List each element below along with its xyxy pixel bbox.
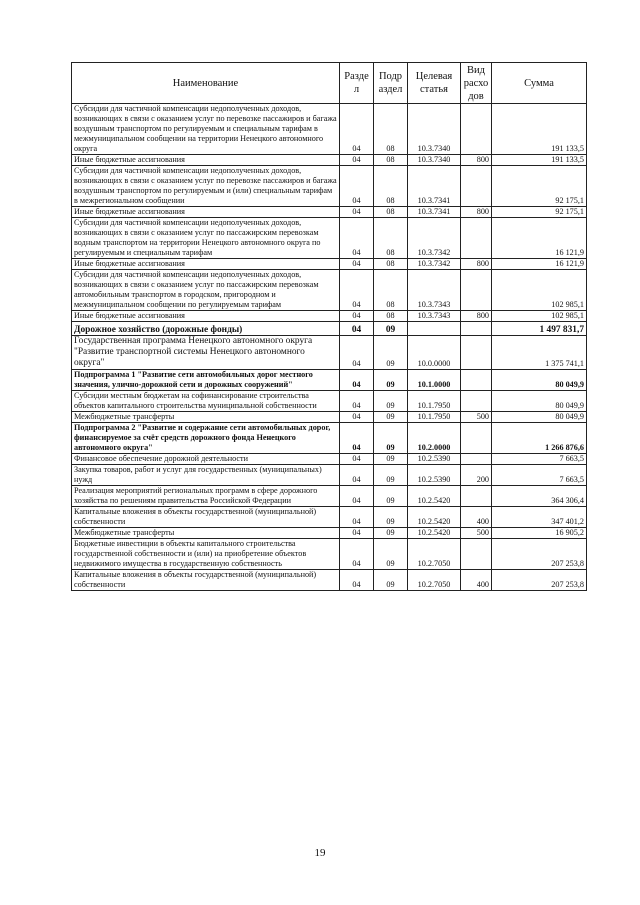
cell-razdel: 04 — [340, 218, 374, 259]
cell-sum: 16 905,2 — [492, 528, 587, 539]
budget-table — [71, 62, 587, 591]
table-row — [72, 207, 587, 218]
cell-podrazdel: 09 — [374, 370, 408, 391]
cell-podrazdel: 08 — [374, 207, 408, 218]
cell-expense: 500 — [461, 528, 492, 539]
cell-expense — [461, 166, 492, 207]
cell-name: Иные бюджетные ассигнования — [72, 155, 340, 166]
table-row — [72, 507, 587, 528]
cell-podrazdel: 08 — [374, 259, 408, 270]
table-row — [72, 454, 587, 465]
table-row — [72, 486, 587, 507]
cell-name: Подпрограмма 1 "Развитие сети автомобильных дорог местного значения, улично-дорожной сети и дорожных сооружений" — [72, 370, 340, 391]
cell-razdel: 04 — [340, 270, 374, 311]
table-row — [72, 423, 587, 454]
table-row — [72, 270, 587, 311]
table-row — [72, 311, 587, 322]
cell-razdel: 04 — [340, 423, 374, 454]
cell-sum: 102 985,1 — [492, 270, 587, 311]
cell-target: 10.1.7950 — [408, 412, 461, 423]
cell-expense — [461, 391, 492, 412]
cell-target: 10.1.7950 — [408, 391, 461, 412]
cell-podrazdel: 08 — [374, 104, 408, 155]
table-row — [72, 104, 587, 155]
cell-razdel: 04 — [340, 412, 374, 423]
header-podrazdel: Подр аздел — [374, 63, 408, 104]
page-number: 19 — [314, 847, 326, 859]
cell-sum: 191 133,5 — [492, 104, 587, 155]
cell-razdel: 04 — [340, 528, 374, 539]
cell-target: 10.3.7341 — [408, 166, 461, 207]
cell-expense: 800 — [461, 311, 492, 322]
cell-name: Субсидии для частичной компенсации недополученных доходов, возникающих в связи с оказанием услуг по перевозке пассажиров и багажа воздушным транспортом по регулируемым и специальным тарифам в межмуниципальном сообщении на территории Ненецкого автономного округа — [72, 104, 340, 155]
cell-target: 10.2.7050 — [408, 570, 461, 591]
cell-target: 10.2.0000 — [408, 423, 461, 454]
cell-expense — [461, 423, 492, 454]
cell-name: Субсидии для частичной компенсации недополученных доходов, возникающих в связи с оказанием услуг по пассажирским перевозкам автомобильным транспортом в городском, пригородном и межмуниципальном сообщении по регулируемым тарифам — [72, 270, 340, 311]
cell-sum: 80 049,9 — [492, 412, 587, 423]
table-row — [72, 539, 587, 570]
cell-expense — [461, 218, 492, 259]
cell-target: 10.0.0000 — [408, 336, 461, 370]
cell-razdel: 04 — [340, 155, 374, 166]
cell-sum: 92 175,1 — [492, 166, 587, 207]
cell-podrazdel: 09 — [374, 507, 408, 528]
table-row — [72, 336, 587, 370]
cell-name: Субсидии для частичной компенсации недополученных доходов, возникающих в связи с оказанием услуг по перевозке пассажиров и багажа воздушным транспортом по регулируемым и (или) специальным тарифам в межрегиональном сообщении — [72, 166, 340, 207]
cell-razdel: 04 — [340, 539, 374, 570]
cell-sum: 1 266 876,6 — [492, 423, 587, 454]
cell-name: Закупка товаров, работ и услуг для государственных (муниципальных) нужд — [72, 465, 340, 486]
cell-name: Капитальные вложения в объекты государственной (муниципальной) собственности — [72, 507, 340, 528]
cell-podrazdel: 09 — [374, 412, 408, 423]
header-row — [72, 63, 587, 104]
cell-razdel: 04 — [340, 570, 374, 591]
cell-expense: 800 — [461, 155, 492, 166]
cell-podrazdel: 08 — [374, 270, 408, 311]
cell-podrazdel: 09 — [374, 570, 408, 591]
cell-podrazdel: 08 — [374, 166, 408, 207]
cell-target: 10.3.7343 — [408, 311, 461, 322]
cell-sum: 7 663,5 — [492, 454, 587, 465]
header-expense: Вид расхо дов — [461, 63, 492, 104]
cell-expense: 400 — [461, 507, 492, 528]
cell-podrazdel: 09 — [374, 465, 408, 486]
cell-target — [408, 322, 461, 336]
cell-name: Субсидии местным бюджетам на софинансирование строительства объектов капитального строительства муниципальной собственности — [72, 391, 340, 412]
cell-sum: 102 985,1 — [492, 311, 587, 322]
cell-podrazdel: 09 — [374, 423, 408, 454]
cell-sum: 7 663,5 — [492, 465, 587, 486]
cell-name: Реализация мероприятий региональных программ в сфере дорожного хозяйства по решениям правительства Российской Федерации — [72, 486, 340, 507]
cell-expense: 400 — [461, 570, 492, 591]
cell-razdel: 04 — [340, 322, 374, 336]
cell-expense: 800 — [461, 207, 492, 218]
cell-expense — [461, 486, 492, 507]
cell-sum: 191 133,5 — [492, 155, 587, 166]
cell-podrazdel: 09 — [374, 528, 408, 539]
table-row — [72, 322, 587, 336]
cell-expense — [461, 454, 492, 465]
cell-podrazdel: 09 — [374, 391, 408, 412]
cell-target: 10.3.7340 — [408, 155, 461, 166]
cell-sum: 364 306,4 — [492, 486, 587, 507]
cell-expense: 500 — [461, 412, 492, 423]
cell-name: Иные бюджетные ассигнования — [72, 259, 340, 270]
cell-razdel: 04 — [340, 486, 374, 507]
table-row — [72, 218, 587, 259]
cell-expense — [461, 539, 492, 570]
cell-razdel: 04 — [340, 370, 374, 391]
cell-razdel: 04 — [340, 465, 374, 486]
cell-podrazdel: 09 — [374, 322, 408, 336]
table-row — [72, 528, 587, 539]
cell-sum: 80 049,9 — [492, 370, 587, 391]
cell-name: Бюджетные инвестиции в объекты капитального строительства государственной собственности и (или) на приобретение объектов недвижимого имущества в государственную собственность — [72, 539, 340, 570]
cell-sum: 207 253,8 — [492, 539, 587, 570]
cell-target: 10.1.0000 — [408, 370, 461, 391]
cell-sum: 92 175,1 — [492, 207, 587, 218]
cell-podrazdel: 09 — [374, 454, 408, 465]
cell-name: Подпрограмма 2 "Развитие и содержание сети автомобильных дорог, финансируемое за счёт средств дорожного фонда Ненецкого автономного округа" — [72, 423, 340, 454]
cell-target: 10.2.5420 — [408, 528, 461, 539]
table-row — [72, 391, 587, 412]
cell-podrazdel: 09 — [374, 336, 408, 370]
table-row — [72, 570, 587, 591]
table-body — [72, 104, 587, 591]
cell-sum: 80 049,9 — [492, 391, 587, 412]
cell-target: 10.2.5420 — [408, 486, 461, 507]
cell-sum: 1 375 741,1 — [492, 336, 587, 370]
cell-name: Иные бюджетные ассигнования — [72, 311, 340, 322]
cell-sum: 347 401,2 — [492, 507, 587, 528]
header-sum: Сумма — [492, 63, 587, 104]
cell-sum: 16 121,9 — [492, 218, 587, 259]
cell-name: Государственная программа Ненецкого автономного округа "Развитие транспортной системы Ненецкого автономного округа" — [72, 336, 340, 370]
cell-name: Межбюджетные трансферты — [72, 528, 340, 539]
table-row — [72, 155, 587, 166]
cell-expense — [461, 336, 492, 370]
cell-expense — [461, 370, 492, 391]
cell-razdel: 04 — [340, 259, 374, 270]
cell-podrazdel: 09 — [374, 539, 408, 570]
cell-name: Субсидии для частичной компенсации недополученных доходов, возникающих в связи с оказанием услуг по пассажирским перевозкам водным транспортом на территории Ненецкого автономного округа по регулируемым и специальным тарифам — [72, 218, 340, 259]
cell-name: Межбюджетные трансферты — [72, 412, 340, 423]
cell-razdel: 04 — [340, 104, 374, 155]
cell-razdel: 04 — [340, 311, 374, 322]
cell-target: 10.3.7340 — [408, 104, 461, 155]
cell-razdel: 04 — [340, 507, 374, 528]
cell-expense — [461, 270, 492, 311]
table-row — [72, 412, 587, 423]
cell-target: 10.2.7050 — [408, 539, 461, 570]
cell-podrazdel: 09 — [374, 486, 408, 507]
table-row — [72, 259, 587, 270]
cell-sum: 207 253,8 — [492, 570, 587, 591]
cell-target: 10.2.5420 — [408, 507, 461, 528]
cell-razdel: 04 — [340, 454, 374, 465]
cell-target: 10.3.7341 — [408, 207, 461, 218]
cell-podrazdel: 08 — [374, 218, 408, 259]
cell-name: Иные бюджетные ассигнования — [72, 207, 340, 218]
cell-sum: 16 121,9 — [492, 259, 587, 270]
cell-target: 10.3.7343 — [408, 270, 461, 311]
budget-table-container — [71, 62, 586, 591]
cell-target: 10.2.5390 — [408, 454, 461, 465]
cell-razdel: 04 — [340, 166, 374, 207]
cell-razdel: 04 — [340, 336, 374, 370]
cell-target: 10.3.7342 — [408, 259, 461, 270]
cell-podrazdel: 08 — [374, 155, 408, 166]
cell-target: 10.2.5390 — [408, 465, 461, 486]
header-target: Целевая статья — [408, 63, 461, 104]
cell-podrazdel: 08 — [374, 311, 408, 322]
cell-name: Финансовое обеспечение дорожной деятельности — [72, 454, 340, 465]
cell-expense — [461, 104, 492, 155]
table-row — [72, 166, 587, 207]
table-row — [72, 370, 587, 391]
cell-target: 10.3.7342 — [408, 218, 461, 259]
cell-razdel: 04 — [340, 391, 374, 412]
cell-expense: 800 — [461, 259, 492, 270]
cell-sum: 1 497 831,7 — [492, 322, 587, 336]
cell-expense: 200 — [461, 465, 492, 486]
cell-name: Дорожное хозяйство (дорожные фонды) — [72, 322, 340, 336]
cell-name: Капитальные вложения в объекты государственной (муниципальной) собственности — [72, 570, 340, 591]
header-name: Наименование — [72, 63, 340, 104]
table-row — [72, 465, 587, 486]
cell-expense — [461, 322, 492, 336]
header-razdel: Разде л — [340, 63, 374, 104]
cell-razdel: 04 — [340, 207, 374, 218]
